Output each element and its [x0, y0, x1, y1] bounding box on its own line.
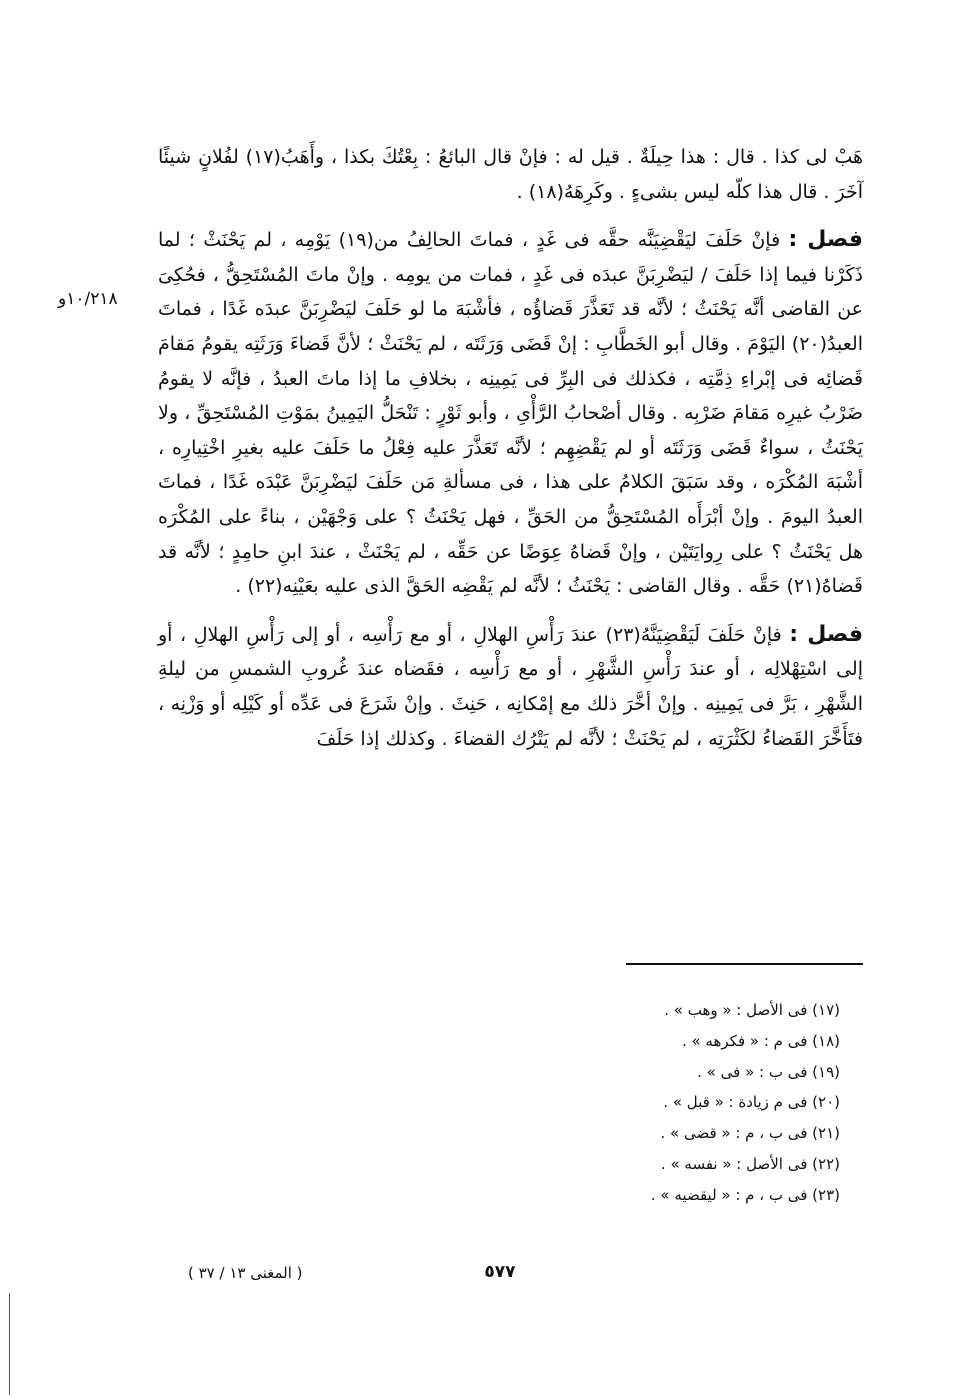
footnote: (٢٢) فى الأصل : « نفسه » . — [660, 1154, 840, 1173]
margin-folio-note: ١٠/٢١٨و — [58, 289, 118, 309]
section-heading: فصل : — [788, 227, 863, 253]
paragraph — [158, 223, 863, 604]
volume-reference: ( المغنى ١٣ / ٣٧ ) — [188, 1264, 303, 1282]
paragraph — [158, 618, 863, 756]
paragraph-text: هَبْ لى كذا . قال : هذا حِيلَةٌ . قيل له : فإنْ قال البائعُ : بِعْتُكَ بكذا ، وأَهَبُ(١٧) لفُلانٍ شيئًا آخَرَ . قال هذا كلّه ليس بشىءٍ . وكَرِهَهُ(١٨) . — [158, 146, 864, 203]
main-text — [158, 140, 863, 756]
footnote: (٢١) فى ب ، م : « قضى » . — [660, 1124, 840, 1143]
paragraph — [158, 140, 863, 209]
footnote-separator — [626, 963, 863, 965]
scan-edge-line — [9, 1293, 10, 1395]
paragraph-text: فإنْ حَلَفَ ليَقْضِيَنَّه حقَّه فى غَدٍ ، فماتَ الحالِفُ من(١٩) يَوْمِه ، لم يَحْنَثْ ؛ لما ذَكَرْنا فيما إذا حَلَفَ / ليَضْرِبَنَّ عبدَه فى غَدٍ ، فمات من يومِه . وإنْ ماتَ المُسْتَحِقُّ ، فحُكِىَ عن القاضى أنَّه يَحْنَثُ ؛ لأنَّه قد تَعَذَّرَ قَضاؤُه ، فأشْبَهَ ما لو حَلَفَ ليَضْرِبَنَّ عبدَه غَدًا ، فماتَ العبدُ(٢٠) اليَوْمَ . وقال أبو الخَطَّابِ : إنْ قَضَى وَرَثَتَه ، لم يَحْنَثْ ؛ لأنَّ قَضاءَ وَرَثَتِه يقومُ مَقامَ قَضائِه فى إبْراءِ ذِمَّتِه ، فكذلك فى البِرِّ فى يَمِينِه ، بخلافِ ما إذا ماتَ العبدُ ، فإنَّه لا يقومُ ضَرْبُ غيرِه مَقامَ ضَرْبِه . وقال أصْحابُ الرَّأْىِ ، وأبو ثَوْرٍ : تَنْحَلُّ اليَمِينُ بمَوْتِ المُسْتَحِقِّ ، ولا يَحْنَثُ ، سواءٌ قَضَى وَرَثَتَه أو لم يَقْضِهِم ؛ لأنَّه تَعَذَّرَ عليه فِعْلُ ما حَلَفَ عليه بغيرِ اخْتِيارِه ، أشْبَهَ المُكْرَه ، وقد سَبَقَ الكلامُ على هذا ، فى مسألةِ مَن حَلَفَ ليَضْرِبَنَّ عَبْدَه غَدًا ، فماتَ العبدُ اليومَ . وإنْ أبْرَأَه المُسْتَحِقُّ من الحَقِّ ، فهل يَحْنَثُ ؟ على وَجْهَيْن ، بناءً على المُكْرَه هل يَحْنَثُ ؟ على رِوايَتَيْن ، وإنْ قَضاهُ عِوَضًا عن حَقِّه ، لم يَحْنَثْ ، عندَ ابنِ حامِدٍ ؛ لأنَّه قد قَضاهُ(٢١) حَقَّه . وقال القاضى : يَحْنَثُ ؛ لأنَّه لم يَقْضِه الحَقَّ الذى عليه بعَيْنِه(٢٢) . — [158, 229, 863, 598]
footnote: (١٩) فى ب : « فى » . — [697, 1062, 840, 1081]
page-number: ٥٧٧ — [484, 1262, 516, 1282]
paragraph-text: فإنْ حَلَفَ لَيَقْضِيَنَّهُ(٢٣) عندَ رَأْسِ الهلالِ ، أو مع رَأْسِه ، أو إلى رَأْسِ الهلالِ ، أو إلى اسْتِهْلالِه ، أو عندَ رَأْسِ الشَّهْرِ ، أو مع رَأْسِه ، فقَضاه عندَ غُروبِ الشمسِ من ليلةِ الشَّهْرِ ، بَرَّ فى يَمِينِه . وإنْ أخَّرَ ذلك مع إمْكانِه ، حَنِثَ . وإنْ شَرَعَ فى عَدِّه أو كَيْلِه أو وَزْنِه ، فتَأَخَّرَ القَضاءُ لكَثْرَتِه ، لم يَحْنَثْ ؛ لأنَّه لم يَتْرُك القضاءَ . وكذلك إذا حَلَفَ — [158, 623, 863, 750]
footnote: (١٧) فى الأصل : « وهب » . — [664, 1001, 840, 1019]
footnote: (٢٠) فى م زيادة : « قبل » . — [663, 1093, 840, 1112]
footnotes — [560, 995, 840, 1211]
footnote: (٢٣) فى ب ، م : « ليقضيه » . — [650, 1185, 840, 1204]
section-heading: فصل : — [789, 621, 863, 647]
footnote: (١٨) فى م : « فكرهه » . — [681, 1031, 840, 1050]
